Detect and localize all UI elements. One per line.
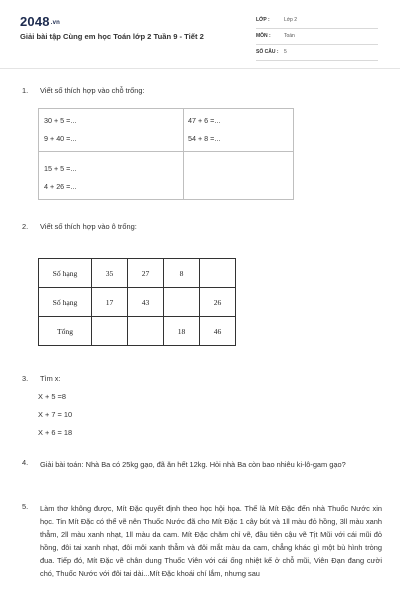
question-5-text: Làm thơ không được, Mít Đặc quyết định theo học hội họa. Thế là Mít Đặc đến nhà Thuốc Nước xin học. Tin Mít Đặc có thể vẽ nên Thuốc Nước đã cho Mít Đặc 1 cây bút và 1ll màu đỏ hồng, 3ll màu xanh thẫm, 2ll màu xanh nhạt, 1ll màu da cam. Mít Đặc chăm chỉ vẽ, đầu tiên cậu vẽ Tịt Mũi với cái mũi đỏ hồng, đôi tai xanh nhạt, đôi môi xanh thẫm và đôi mắt màu da cam, chẳng khác gì một bù hình tròng đua. Tiếp đó, Mít Đặc vẽ chân dung Thuốc Viên với cái ống nhiệt kế ở chỗ mũi, Viên Đạn đang cười chó, Thuốc Nước với đôi tai dài...Mít Đặc khoái chí lắm, nhưng sau <box>40 504 382 578</box>
question-text: Viết số thích hợp vào ô trống: <box>40 222 137 231</box>
table-cell: Số hạng <box>39 288 92 317</box>
meta-value: Toán <box>284 33 295 39</box>
q1-item: 54 + 8 =... <box>188 134 221 143</box>
table-cell: 43 <box>128 288 164 317</box>
meta-box <box>256 14 378 62</box>
table-cell <box>200 259 236 288</box>
logo-text: 2048 <box>20 14 50 29</box>
table-cell <box>128 317 164 346</box>
q1-item: 9 + 40 =... <box>44 134 77 143</box>
question-number: 5. <box>22 502 29 511</box>
table-row <box>39 259 236 288</box>
equation: X + 7 = 10 <box>38 410 73 419</box>
site-logo[interactable] <box>20 14 60 29</box>
table-row <box>39 317 236 346</box>
question-number: 4. <box>22 458 29 467</box>
table-cell: 46 <box>200 317 236 346</box>
table-cell <box>92 317 128 346</box>
question-text: Tìm x: <box>40 374 61 383</box>
meta-row-count <box>256 46 378 61</box>
meta-row-class <box>256 14 378 29</box>
question-4-text: Giải bài toán: Nhà Ba có 25kg gạo, đã ăn hết 12kg. Hỏi nhà Ba còn bao nhiêu ki-lô-gam gạo? <box>40 460 346 469</box>
q1-item: 15 + 5 =... <box>44 164 77 173</box>
table-cell: 35 <box>92 259 128 288</box>
meta-row-subject <box>256 30 378 45</box>
table-cell: 27 <box>128 259 164 288</box>
meta-key: SỐ CÂU : <box>256 49 279 55</box>
question-number: 1. <box>22 86 29 95</box>
question-number: 3. <box>22 374 29 383</box>
q1-item: 47 + 6 =... <box>188 116 221 125</box>
meta-key: MÔN : <box>256 33 271 39</box>
meta-value: Lớp 2 <box>284 17 298 23</box>
document-title: Giải bài tập Cùng em học Toán lớp 2 Tuần 9 - Tiết 2 <box>20 32 204 41</box>
question-text: Viết số thích hợp vào chỗ trống: <box>40 86 145 95</box>
table-cell: 18 <box>164 317 200 346</box>
grid-divider <box>183 109 184 199</box>
page-header <box>0 0 400 69</box>
table-cell <box>164 288 200 317</box>
q1-item: 4 + 26 =... <box>44 182 77 191</box>
grid-divider <box>39 151 293 152</box>
meta-key: LỚP : <box>256 17 270 23</box>
logo-suffix: .vn <box>50 20 61 26</box>
table-cell: Số hạng <box>39 259 92 288</box>
q2-table <box>38 258 236 346</box>
question-number: 2. <box>22 222 29 231</box>
q1-item: 30 + 5 =... <box>44 116 77 125</box>
equation: X + 5 =8 <box>38 392 66 401</box>
table-cell: 17 <box>92 288 128 317</box>
table-cell: 26 <box>200 288 236 317</box>
table-row <box>39 288 236 317</box>
equation: X + 6 = 18 <box>38 428 73 437</box>
meta-value: 5 <box>284 49 287 55</box>
table-cell: 8 <box>164 259 200 288</box>
q1-grid <box>38 108 294 200</box>
table-cell: Tổng <box>39 317 92 346</box>
